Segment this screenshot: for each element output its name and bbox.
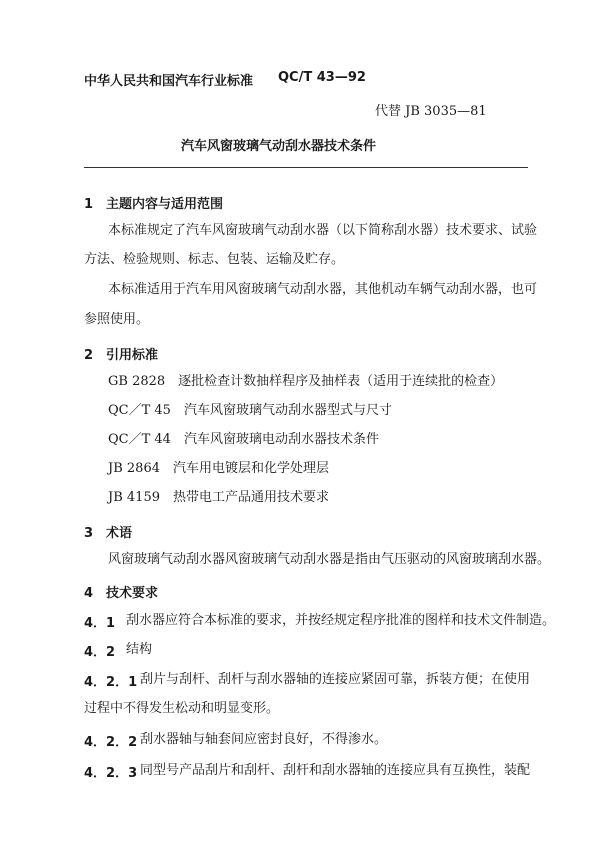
section-3-text: 风窗玻璃气动刮水器风窗玻璃气动刮水器是指由气压驱动的风窗玻璃刮水器。 [108,552,551,567]
clause-4-2-3-number: 4．2．3 [84,766,138,781]
document-title: 汽车风窗玻璃气动刮水器技术条件 [181,139,377,154]
clause-4-2-1-number: 4．2．1 [84,675,138,690]
section-1-para-1-line-1: 本标准规定了汽车风窗玻璃气动刮水器（以下简称刮水器）技术要求、试验 [108,223,538,238]
standard-org: 中华人民共和国汽车行业标准 [84,74,254,89]
reference-item: GB 2828 逐批检查计数抽样程序及抽样表（适用于连续批的检查） [108,374,504,389]
section-1-para-2-line-1: 本标准适用于汽车用风窗玻璃气动刮水器，其他机动车辆气动刮水器，也可 [108,282,538,297]
section-1-heading: 1 主题内容与适用范围 [84,197,224,212]
section-3-heading: 3 术语 [84,526,133,541]
clause-4-1-number: 4．1 [84,616,116,631]
clause-4-2-1-line-1: 刮片与刮杆、刮杆与刮水器轴的连接应紧固可靠，拆装方便；在使用 [140,672,531,687]
section-4-heading: 4 技术要求 [84,586,159,601]
clause-4-2-number: 4．2 [84,645,116,660]
section-2-heading: 2 引用标准 [84,348,159,363]
reference-item: QC／T 45 汽车风窗玻璃气动刮水器型式与尺寸 [108,403,392,418]
clause-4-2-2-text: 刮水器轴与轴套间应密封良好，不得渗水。 [140,732,388,747]
reference-item: JB 2864 汽车用电镀层和化学处理层 [108,461,329,476]
title-divider [84,167,528,168]
reference-item: QC／T 44 汽车风窗玻璃电动刮水器技术条件 [108,432,379,447]
reference-item: JB 4159 热带电工产品通用技术要求 [108,490,329,505]
standard-code: QC/T 43—92 [278,70,366,85]
clause-4-2-2-number: 4．2．2 [84,735,138,750]
clause-4-2-3-text: 同型号产品刮片和刮杆、刮杆和刮水器轴的连接应具有互换性，装配 [140,763,531,778]
clause-4-2-text: 结构 [126,642,153,657]
clause-4-1-text: 刮水器应符合本标准的要求，并按经规定程序批准的图样和技术文件制造。 [126,613,556,628]
section-1-para-2-line-2: 参照使用。 [84,312,150,327]
replaces-note: 代替 JB 3035—81 [375,104,487,119]
clause-4-2-1-line-2: 过程中不得发生松动和明显变形。 [84,701,280,716]
section-1-para-1-line-2: 方法、检验规则、标志、包装、运输及贮存。 [84,252,345,267]
